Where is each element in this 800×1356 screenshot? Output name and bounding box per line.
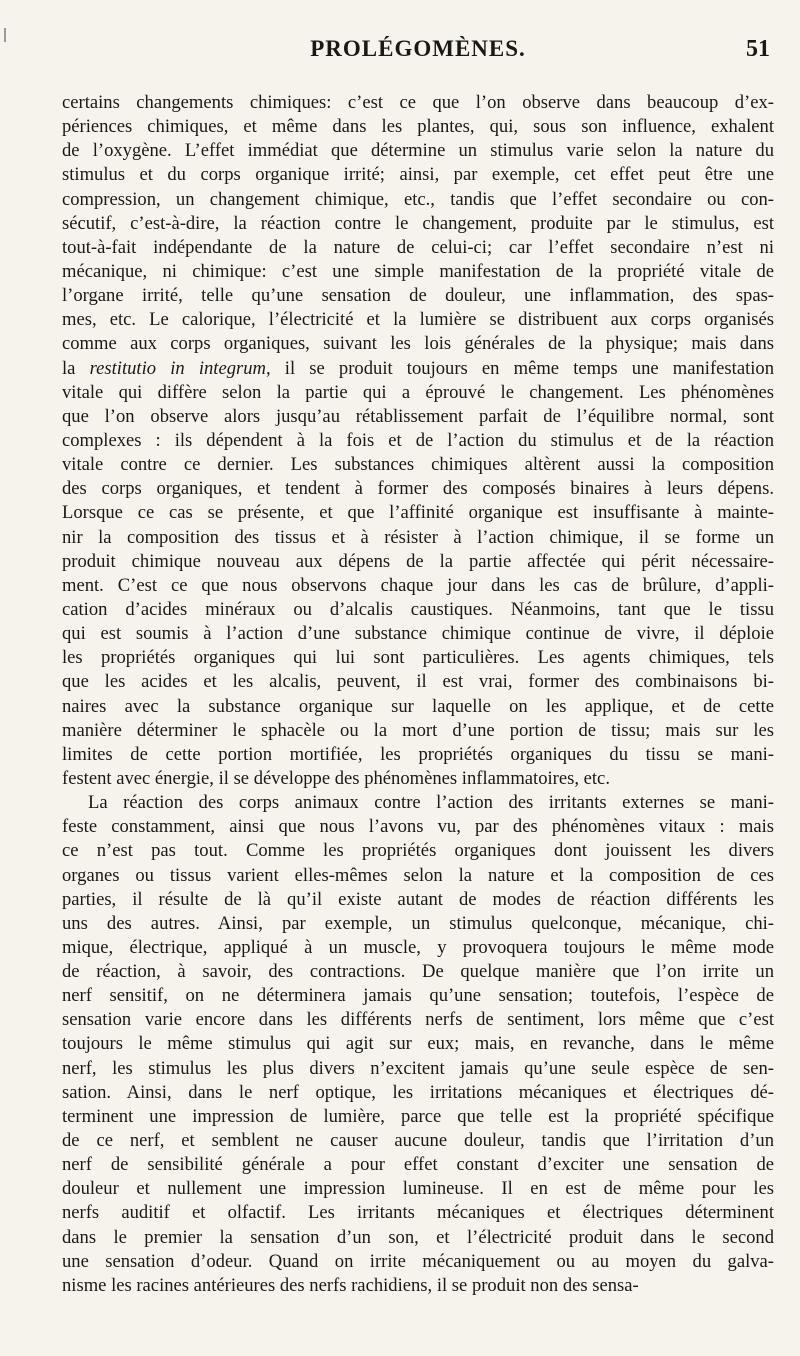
text-line: les propriétés organiques qui lui sont particulières. Les agents chimiques, tels: [62, 647, 774, 669]
text-line: la restitutio in integrum, il se produit toujours en même temps une manifestation: [62, 357, 774, 379]
text-line: périences chimiques, et même dans les plantes, qui, sous son influence, exhalent: [62, 116, 774, 138]
text-line: mique, électrique, appliqué à un muscle, y provoquera toujours le même mode: [62, 936, 774, 958]
text-line: Lorsque ce cas se présente, et que l’affinité organique est insuffisante à mainte-: [62, 502, 774, 524]
text-line: compression, un changement chimique, etc., tandis que l’effet secondaire ou con-: [62, 188, 774, 210]
body-text: [62, 91, 774, 1298]
text-line: sensation varie encore dans les différents nerfs de sentiment, lors même que c’est: [62, 1009, 774, 1031]
text-line: toujours le même stimulus qui agit sur eux; mais, en revanche, dans le même: [62, 1033, 774, 1055]
text-line: que les acides et les alcalis, peuvent, il est vrai, former des combinaisons bi-: [62, 671, 774, 693]
text-line: nerf de sensibilité générale a pour effet constant d’exciter une sensation de: [62, 1154, 774, 1176]
text-line: des corps organiques, et tendent à former des composés binaires à leurs dépens.: [62, 478, 774, 500]
page-edge-mark: [4, 28, 6, 42]
text-line: nerf sensitif, on ne déterminera jamais qu’une sensation; toutefois, l’espèce de: [62, 985, 774, 1007]
text-line: nir la composition des tissus et à résister à l’action chimique, il se forme un: [62, 526, 774, 548]
text-line: sécutif, c’est-à-dire, la réaction contre le changement, produite par le stimulus, est: [62, 212, 774, 234]
text-line: de réaction, à savoir, des contractions. De quelque manière que l’on irrite un: [62, 961, 774, 983]
text-line: feste constamment, ainsi que nous l’avons vu, par des phénomènes vitaux : mais: [62, 816, 774, 838]
page-number: 51: [746, 36, 770, 62]
text-line: de ce nerf, et semblent ne causer aucune douleur, tandis que l’irritation d’un: [62, 1130, 774, 1152]
text-line: nerfs auditif et olfactif. Les irritants mécaniques et électriques déterminent: [62, 1202, 774, 1224]
text-line: terminent une impression de lumière, parce que telle est la propriété spécifique: [62, 1105, 774, 1127]
text-line: une sensation d’odeur. Quand on irrite mécaniquement ou au moyen du galva-: [62, 1250, 774, 1272]
text-line: l’organe irrité, telle qu’une sensation de douleur, une inflammation, des spas-: [62, 285, 774, 307]
text-line: festent avec énergie, il se développe des phénomènes inflammatoires, etc.: [62, 767, 610, 789]
text-line: produit chimique nouveau aux dépens de la partie affectée qui périt nécessaire-: [62, 550, 774, 572]
text-line: mes, etc. Le calorique, l’électricité et la lumière se distribuent aux corps organisés: [62, 309, 774, 331]
text-line: parties, il résulte de là qu’il existe autant de modes de réaction différents les: [62, 888, 774, 910]
text-line: cation d’acides minéraux ou d’alcalis caustiques. Néanmoins, tant que le tissu: [62, 598, 774, 620]
text-line: de l’oxygène. L’effet immédiat que détermine un stimulus varie selon la nature du: [62, 140, 774, 162]
text-line: complexes : ils dépendent à la fois et de l’action du stimulus et de la réaction: [62, 429, 774, 451]
text-line: organes ou tissus varient elles-mêmes selon la nature et la composition de ces: [62, 864, 774, 886]
text-line: certains changements chimiques: c’est ce que l’on observe dans beaucoup d’ex-: [62, 92, 774, 113]
latin-phrase: restitutio in integrum: [89, 357, 266, 379]
text-line: qui est soumis à l’action d’une substance chimique continue de vivre, il déploie: [62, 623, 774, 645]
text-line: ce n’est pas tout. Comme les propriétés organiques dont jouissent les divers: [62, 840, 774, 862]
running-head: [62, 36, 774, 66]
text-line: vitale contre ce dernier. Les substances chimiques altèrent aussi la composition: [62, 454, 774, 476]
text-line: nisme les racines antérieures des nerfs rachidiens, il se produit non des sensa-: [62, 1274, 639, 1296]
text-line: douleur et nullement une impression lumineuse. Il en est de même pour les: [62, 1178, 774, 1200]
text-line: mécanique, ni chimique: c’est une simple manifestation de la propriété vitale de: [62, 260, 774, 282]
text-line: nerf, les stimulus les plus divers n’excitent jamais qu’une seule espèce de sen-: [62, 1057, 774, 1079]
text-line: naires avec la substance organique sur laquelle on les applique, et de cette: [62, 695, 774, 717]
text-line: limites de cette portion mortifiée, les propriétés organiques du tissu se mani-: [62, 743, 774, 765]
text-line: uns des autres. Ainsi, par exemple, un stimulus quelconque, mécanique, chi-: [62, 912, 774, 934]
text-line: que l’on observe alors jusqu’au rétablissement parfait de l’équilibre normal, sont: [62, 405, 774, 427]
running-title: PROLÉGOMÈNES.: [310, 36, 526, 61]
text-line: comme aux corps organiques, suivant les lois générales de la physique; mais dans: [62, 333, 774, 355]
text-line: vitale qui diffère selon la partie qui a éprouvé le changement. Les phénomènes: [62, 381, 774, 403]
text-line: dans le premier la sensation d’un son, et l’électricité produit dans le second: [62, 1226, 774, 1248]
text-line: La réaction des corps animaux contre l’action des irritants externes se mani-: [88, 792, 774, 814]
text-line: manière déterminer le sphacèle ou la mort d’une portion de tissu; mais sur les: [62, 719, 774, 741]
text-line: stimulus et du corps organique irrité; ainsi, par exemple, cet effet peut être une: [62, 164, 774, 186]
text-line: tout-à-fait indépendante de la nature de celui-ci; car l’effet secondaire n’est ni: [62, 236, 774, 258]
text-line: ment. C’est ce que nous observons chaque jour dans les cas de brûlure, d’appli-: [62, 574, 774, 596]
text-line: sation. Ainsi, dans le nerf optique, les irritations mécaniques et électriques dé-: [62, 1081, 774, 1103]
